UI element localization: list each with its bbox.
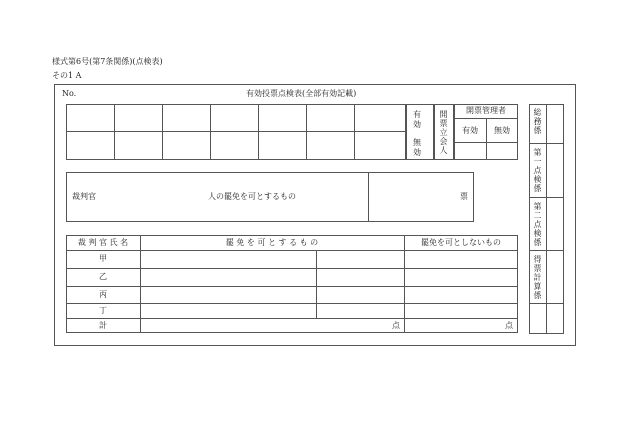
form-number-title: 様式第6号(第7条関係)(点検表) [52, 57, 163, 66]
col-judge-name: 裁 判 官 氏 名 [77, 238, 129, 247]
col-dismiss: 罷 免 を 可 と す る も の [225, 238, 319, 247]
vote-count-label: 得票計算係 [533, 255, 542, 300]
manager-label: 開票管理者 [466, 106, 506, 115]
witness-label: 開票立会人 [439, 110, 448, 155]
row-label: 丁 [99, 306, 107, 315]
general-staff-label: 総務係 [533, 108, 542, 135]
row-label: 乙 [99, 272, 107, 281]
judge-label: 裁判官 [72, 192, 96, 201]
total-label: 計 [99, 321, 107, 330]
col-not-dismiss: 罷免を可としないもの [421, 238, 501, 247]
no-label: No. [62, 89, 77, 98]
form-subtitle: その1 A [52, 71, 82, 80]
manager-valid: 有効 [462, 126, 478, 135]
vote-unit: 票 [460, 192, 468, 201]
row-label: 甲 [99, 254, 107, 263]
invalid-label: 無効 [413, 138, 421, 157]
ballot-grid [66, 104, 406, 160]
manager-invalid: 無効 [494, 126, 510, 135]
row-label: 丙 [99, 290, 107, 299]
judge-dismiss-text: 人の罷免を可とするもの [208, 192, 296, 201]
point-unit-not-dismiss: 点 [505, 321, 513, 330]
first-check-label: 第一点検係 [533, 148, 542, 193]
form-title: 有効投票点検表(全部有効記載) [246, 89, 357, 98]
point-unit-dismiss: 点 [392, 321, 400, 330]
valid-label: 有効 [413, 110, 421, 129]
second-check-label: 第二点検係 [533, 202, 542, 247]
